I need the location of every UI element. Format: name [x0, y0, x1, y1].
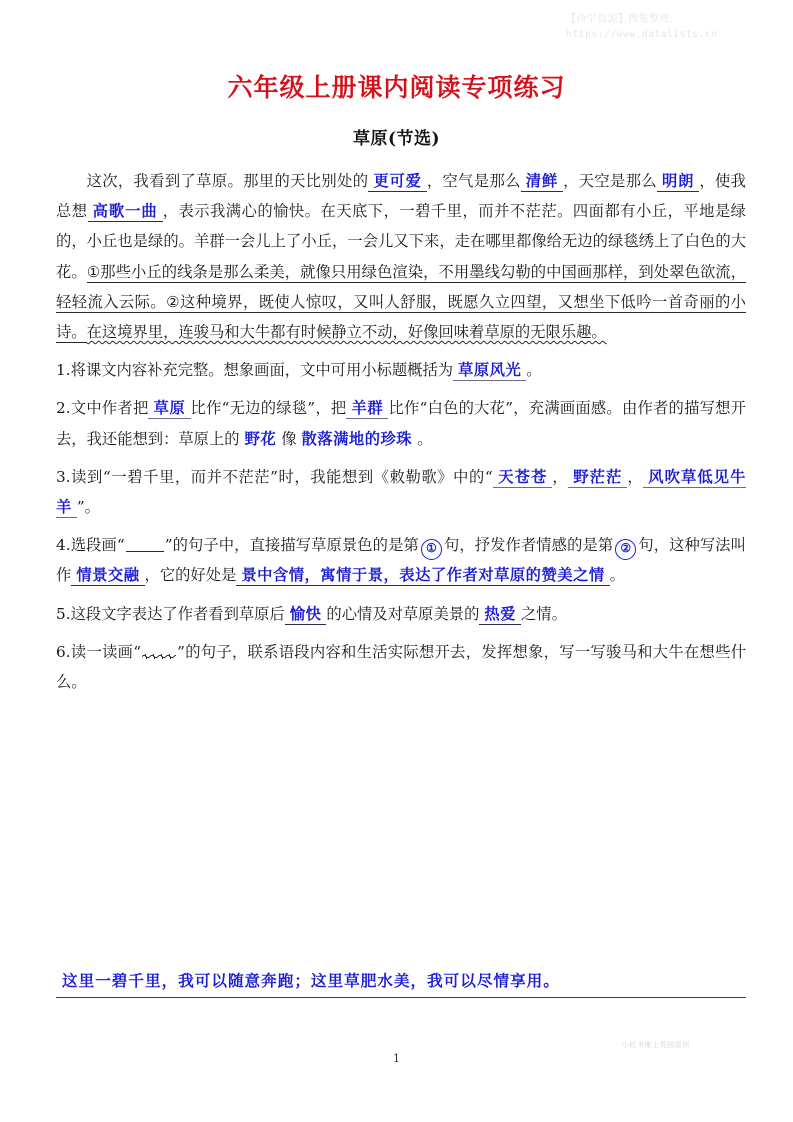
- passage-answer-1[interactable]: 更可爱: [368, 172, 426, 192]
- question-3-answer-2[interactable]: 野茫茫: [568, 468, 627, 488]
- passage-text-4: ，使我总想: [56, 172, 746, 221]
- question-5-answer-1[interactable]: 愉快: [285, 605, 327, 625]
- question-4-text-4: 句，这种写法叫作: [56, 536, 746, 585]
- question-3-answer-1[interactable]: 天苍苍: [493, 468, 553, 488]
- question-4-number: 4.: [56, 536, 71, 555]
- question-3-text-1: 读到“一碧千里，而并不茫茫”时，我能想到《敕勒歌》中的“: [70, 467, 493, 486]
- passage-answer-2[interactable]: 清鲜: [521, 172, 563, 192]
- watermark-top-source: 【尚学资源】搜集整理:: [566, 14, 674, 25]
- question-6-final-answer[interactable]: 这里一碧千里，我可以随意奔跑；这里草肥水美，我可以尽情享用。: [62, 971, 560, 990]
- question-4-text-1: 选段画“: [70, 536, 125, 555]
- page-title: 六年级上册课内阅读专项练习: [227, 73, 566, 102]
- question-6-blank-marker-wavy: [142, 646, 176, 659]
- question-3-answer-3[interactable]: 风吹草低见牛羊: [56, 467, 746, 517]
- question-5: [56, 599, 746, 629]
- question-5-text-1: 这段文字表达了作者看到草原后: [70, 604, 285, 623]
- passage-answer-3[interactable]: 明朗: [657, 172, 699, 192]
- worksheet-content: [56, 166, 746, 697]
- question-4-text-2: ”的句子中，直接描写草原景色的是第: [164, 536, 419, 555]
- question-2-text-4: 像: [281, 429, 297, 448]
- question-2-text-5: 。: [417, 429, 433, 448]
- watermark-top: [566, 13, 781, 41]
- passage-text-1: 这次，我看到了草原。那里的天比别处的: [86, 172, 369, 190]
- question-1: [56, 355, 746, 385]
- question-2-number: 2.: [56, 399, 71, 418]
- question-3-text-4: ”。: [76, 498, 100, 517]
- passage-text-3: ，天空是那么: [563, 172, 658, 190]
- question-6-text-1: 读一读画“: [70, 642, 142, 661]
- passage-text-2: ，空气是那么: [426, 172, 521, 190]
- question-3: [56, 462, 746, 522]
- question-1-answer-1[interactable]: 草原风光: [453, 361, 526, 381]
- question-4: [56, 530, 746, 590]
- question-3-number: 3.: [56, 467, 71, 486]
- passage-underlined-sentence-2: 这种境界，既使人惊叹，又叫人舒服，既愿久立四望，又想坐下低吟一首奇丽的小诗。: [56, 292, 746, 342]
- question-4-text-5: ，它的好处是: [144, 566, 237, 585]
- passage-text-5: ，表示我满心的愉快。在天底下，一碧千里，而并不茫茫。四面都有小丘，平地是绿的，小丘也是绿的。羊群一会儿上了小丘，一会儿又下来，走在哪里都像给无边的绿毯绣上了白色的大花。: [56, 202, 746, 281]
- question-6-text-2: ”的句子，联系语段内容和生活实际想开去，发挥想象，写一写骏马和大牛在想些什么。: [56, 642, 747, 692]
- question-4-text-6: 。: [609, 566, 625, 585]
- question-4-answer-1[interactable]: ①: [421, 539, 442, 560]
- question-2-answer-2[interactable]: 羊群: [346, 399, 388, 419]
- question-4-blank-marker-straight: [126, 538, 164, 552]
- question-2-answer-1[interactable]: 草原: [148, 399, 190, 419]
- page-number: 1: [393, 1052, 400, 1065]
- reading-passage: [56, 166, 746, 347]
- question-4-answer-4[interactable]: 景中含情，寓情于景，表达了作者对草原的赞美之情: [236, 566, 609, 586]
- question-2-answer-3[interactable]: 野花: [244, 429, 277, 448]
- passage-wavy-underlined-sentence: 在这境界里，连骏马和大牛都有时候静立不动，好像回味着草原的无限乐趣。: [86, 323, 607, 342]
- question-2-answer-4[interactable]: 散落满地的珍珠: [301, 429, 413, 448]
- watermark-top-url: https://www.datalists.cn: [566, 28, 718, 40]
- question-3-text-3: ，: [627, 467, 644, 486]
- question-1-text-1: 将课文内容补充完整。想象画面，文中可用小标题概括为: [70, 361, 454, 380]
- question-2-text-2: 比作“无边的绿毯”，把: [190, 399, 347, 418]
- question-2-text-1: 文中作者把: [70, 399, 149, 418]
- question-6: [56, 637, 746, 697]
- question-3-text-2: ，: [552, 467, 569, 486]
- passage-answer-4[interactable]: 高歌一曲: [88, 202, 163, 222]
- question-1-text-2: 。: [526, 361, 542, 380]
- question-6-number: 6.: [56, 642, 71, 661]
- question-4-answer-3[interactable]: 情景交融: [71, 566, 144, 586]
- passage-underlined-sentence-1: 那些小丘的线条是那么柔美，就像只用绿色渲染，不用墨线勾勒的中国画那样，到处翠色欲流，轻轻流入云际。: [56, 262, 746, 311]
- question-2: [56, 393, 746, 453]
- question-4-answer-2[interactable]: ②: [615, 539, 636, 560]
- question-5-text-2: 的心情及对草原美景的: [326, 604, 480, 623]
- passage-marker-1: ①: [86, 262, 101, 281]
- passage-title: 草原(节选): [352, 129, 441, 149]
- watermark-bottom: 小红书账上荒园原创: [622, 1041, 690, 1049]
- question-5-number: 5.: [56, 604, 71, 623]
- question-5-text-3: 之情。: [520, 604, 567, 623]
- question-1-number: 1.: [56, 361, 71, 380]
- question-2-text-3: 比作“白色的大花”，充满画面感。由作者的描写想开去，我还能想到：草原上的: [56, 399, 746, 448]
- passage-marker-2: ②: [166, 292, 181, 311]
- question-5-answer-2[interactable]: 热爱: [479, 605, 521, 625]
- question-4-text-3: 句，抒发作者情感的是第: [443, 536, 614, 555]
